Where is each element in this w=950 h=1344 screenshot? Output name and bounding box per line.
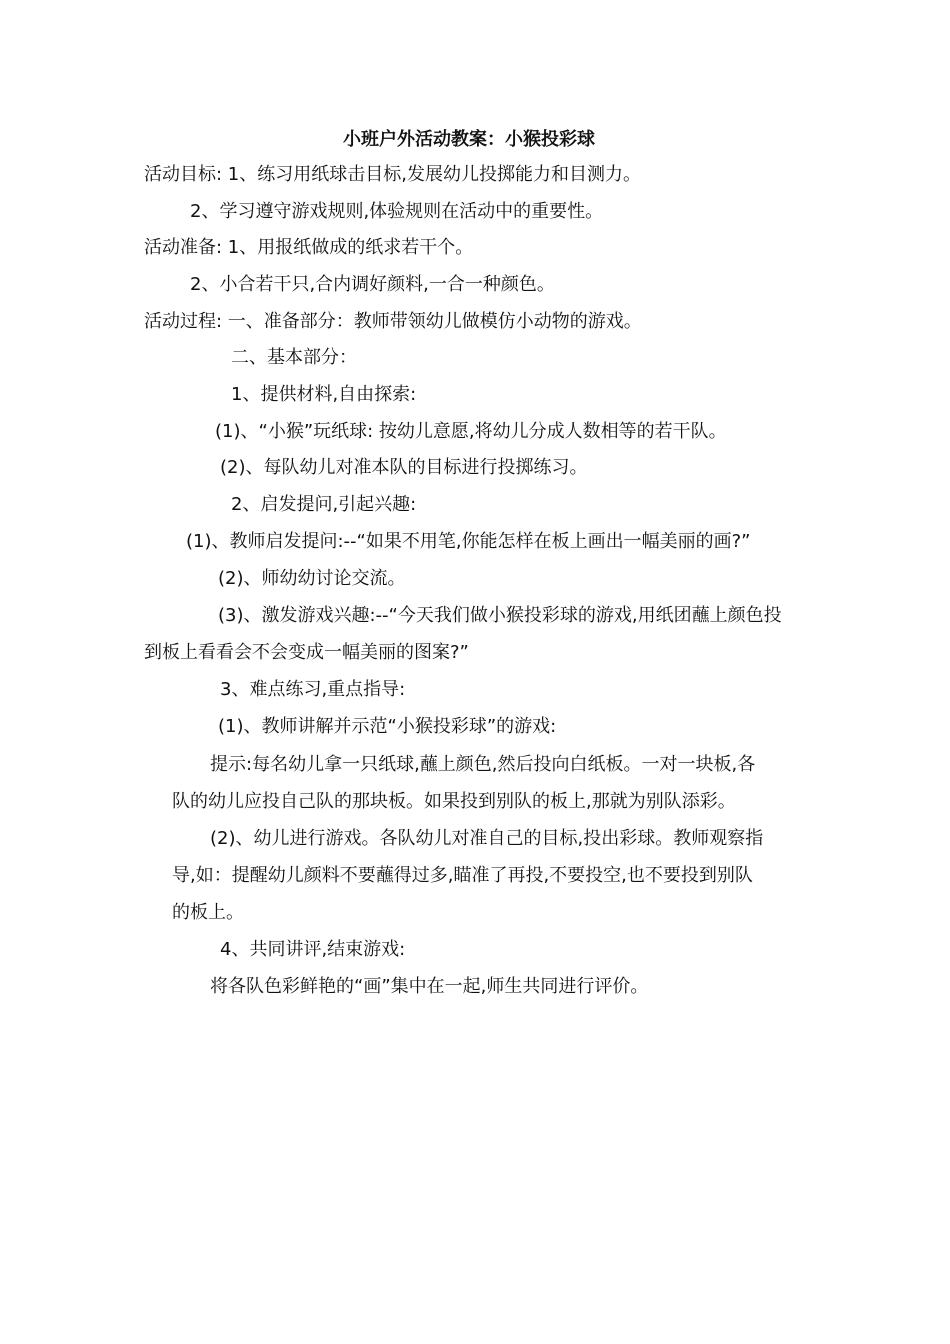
page-title: 小班户外活动教案：小猴投彩球 <box>343 129 595 150</box>
text-line: 将各队色彩鲜艳的“画”集中在一起,师生共同进行评价。 <box>210 976 649 997</box>
text-line: (1)、教师讲解并示范“小猴投彩球”的游戏: <box>218 716 557 737</box>
text-line: 的板上。 <box>172 902 244 923</box>
text-line: (1)、教师启发提问:--“如果不用笔,你能怎样在板上画出一幅美丽的画?” <box>186 531 751 552</box>
text-line: 4、共同讲评,结束游戏: <box>220 939 406 960</box>
text-line: 1、提供材料,自由探索: <box>231 384 417 405</box>
text-line: 队的幼儿应投自己队的那块板。如果投到别队的板上,那就为别队添彩。 <box>172 791 736 812</box>
text-line: 2、启发提问,引起兴趣: <box>231 494 417 515</box>
text-line: 活动过程: 一、准备部分：教师带领幼儿做模仿小动物的游戏。 <box>144 311 642 332</box>
text-line: 2、小合若干只,合内调好颜料,一合一种颜色。 <box>190 274 555 295</box>
text-line: (2)、每队幼儿对准本队的目标进行投掷练习。 <box>220 457 588 478</box>
text-line: 到板上看看会不会变成一幅美丽的图案?” <box>144 642 469 663</box>
text-line: (2)、师幼幼讨论交流。 <box>218 568 406 589</box>
text-line: 提示:每名幼儿拿一只纸球,蘸上颜色,然后投向白纸板。一对一块板,各 <box>210 754 756 775</box>
text-line: 活动准备: 1、用报纸做成的纸求若干个。 <box>144 237 474 258</box>
text-line: (1)、“小猴”玩纸球: 按幼儿意愿,将幼儿分成人数相等的若干队。 <box>215 421 727 442</box>
text-line: 活动目标: 1、练习用纸球击目标,发展幼儿投掷能力和目测力。 <box>144 164 641 185</box>
text-line: 导,如：提醒幼儿颜料不要蘸得过多,瞄准了再投,不要投空,也不要投到别队 <box>172 865 753 886</box>
text-line: 2、学习遵守游戏规则,体验规则在活动中的重要性。 <box>190 201 604 222</box>
text-line: 二、基本部分： <box>231 347 357 368</box>
text-line: (2)、幼儿进行游戏。各队幼儿对准自己的目标,投出彩球。教师观察指 <box>210 828 764 849</box>
text-line: 3、难点练习,重点指导: <box>220 679 406 700</box>
text-line: (3)、激发游戏兴趣:--“今天我们做小猴投彩球的游戏,用纸团蘸上颜色投 <box>218 605 782 626</box>
